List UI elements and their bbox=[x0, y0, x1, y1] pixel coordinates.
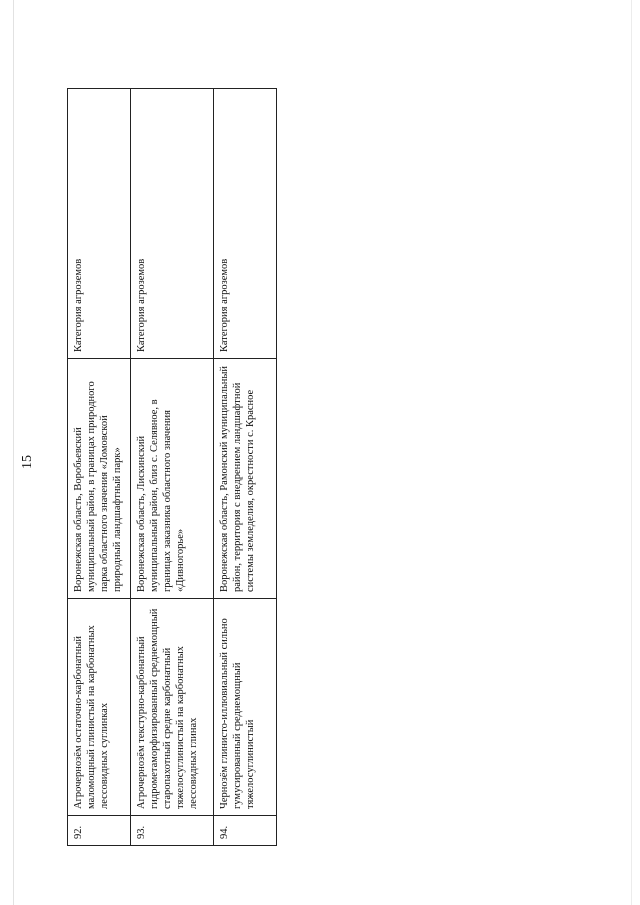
table-row bbox=[131, 89, 214, 846]
row-number-cell: 94. bbox=[214, 816, 277, 846]
page-number: 15 bbox=[20, 455, 35, 469]
location-cell: Воронежская область, Воробьевский муниципальный район, в границах природного парка областного значения «Ломовской природный ландшафтный парк» bbox=[68, 359, 131, 599]
row-number-cell: 92. bbox=[68, 816, 131, 846]
location-cell: Воронежская область, Лискинский муниципальный район, близ с. Селявное, в границах заказника областного значения «Дивногорье» bbox=[131, 359, 214, 599]
soil-name-cell: Чернозём глинисто-иллювиальный сильно гумусированный среднемощный тяжелосуглинистый bbox=[214, 599, 277, 816]
row-number-cell: 93. bbox=[131, 816, 214, 846]
table-row bbox=[214, 89, 277, 846]
category-cell: Категория агроземов bbox=[214, 89, 277, 359]
soil-table-container bbox=[67, 89, 265, 846]
soil-name-cell: Агрочернозём текстурно-карбонатный гидрометаморфизированный среднемощный старопахотный средне карбонатный тяжелосуглинистый на карбонатных лессовидных глинах bbox=[131, 599, 214, 816]
category-cell: Категория агроземов bbox=[131, 89, 214, 359]
scan-edge-line-right bbox=[631, 0, 632, 905]
location-cell: Воронежская область, Рамонский муниципальный район, территория с внедрением ландшафтной системы земледелия, окрестности с. Красное bbox=[214, 359, 277, 599]
table-row bbox=[68, 89, 131, 846]
soil-name-cell: Агрочернозём остаточно-карбонатный маломощный глинистый на карбонатных лессовидных суглинках bbox=[68, 599, 131, 816]
rotated-table-frame bbox=[67, 89, 265, 846]
category-cell: Категория агроземов bbox=[68, 89, 131, 359]
scan-edge-line-left bbox=[13, 0, 14, 905]
soil-objects-table bbox=[67, 88, 277, 846]
